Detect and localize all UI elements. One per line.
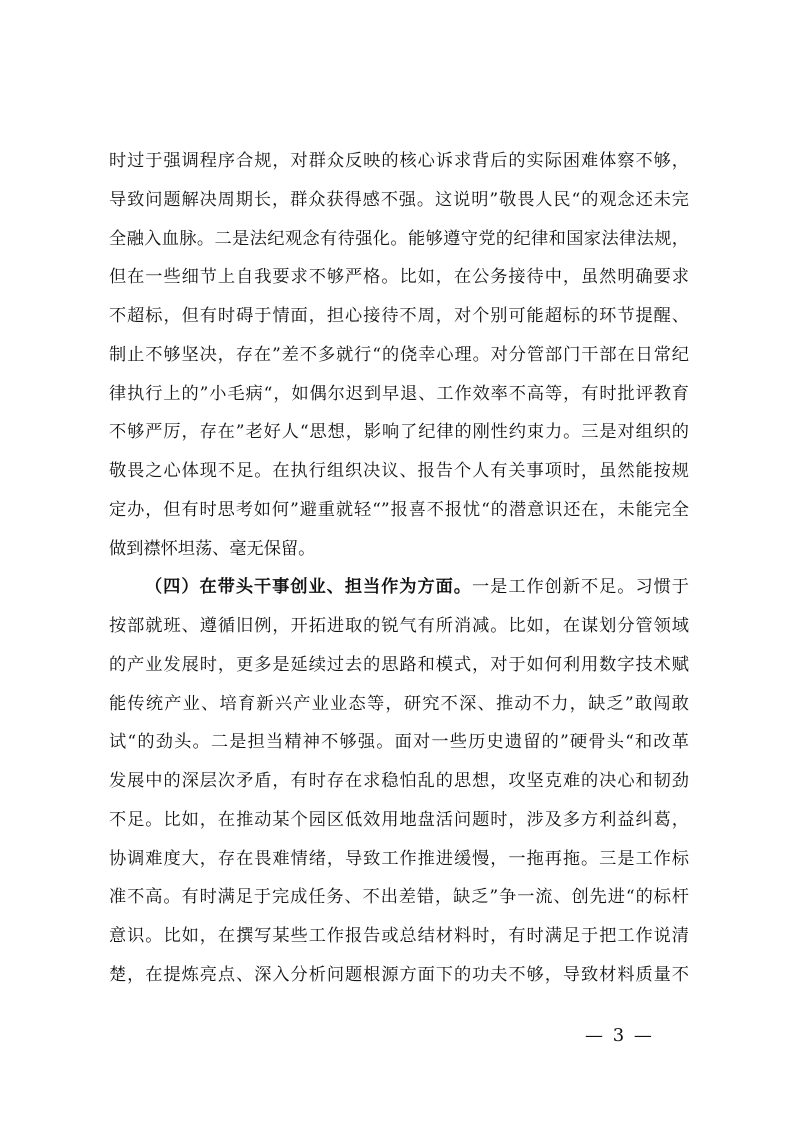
text-line: 定办，但有时思考如何”避重就轻“”报喜不报忧“的潜意识还在，未能完全 — [109, 499, 689, 520]
text-line: 的产业发展时，更多是延续过去的思路和模式，对于如何利用数字技术赋 — [109, 654, 689, 675]
text-line: 做到襟怀坦荡、毫无保留。 — [109, 538, 316, 559]
text-line: 不够严厉，存在”老好人“思想，影响了纪律的刚性约束力。三是对组织的 — [109, 422, 689, 443]
text-line: 时过于强调程序合规，对群众反映的核心诉求背后的实际困难体察不够， — [109, 151, 689, 171]
text-line: 制止不够坚决，存在”差不多就行“的侥幸心理。对分管部门干部在日常纪 — [109, 344, 689, 365]
text-line: 按部就班、遵循旧例，开拓进取的锐气有所消减。比如，在谋划分管领域 — [109, 616, 689, 636]
text-line: 但在一些细节上自我要求不够严格。比如，在公务接待中，虽然明确要求 — [109, 267, 689, 288]
section-heading-text: 一是工作创新不足。习惯于 — [471, 577, 689, 598]
body-text — [109, 142, 689, 995]
text-line: 准不高。有时满足于完成任务、不出差错，缺乏”争一流、创先进“的标杆 — [109, 887, 689, 908]
text-line: 楚，在提炼亮点、深入分析问题根源方面下的功夫不够，导致材料质量不 — [109, 964, 689, 985]
text-line: 不超标，但有时碍于情面，担心接待不周，对个别可能超标的环节提醒、 — [109, 306, 689, 326]
text-line: 导致问题解决周期长，群众获得感不强。这说明”敬畏人民“的观念还未完 — [109, 189, 689, 210]
text-line: 试“的劲头。二是担当精神不够强。面对一些历史遗留的”硬骨头“和改革 — [109, 732, 689, 753]
section-heading-line — [109, 568, 689, 607]
text-line: 律执行上的”小毛病“，如偶尔迟到早退、工作效率不高等，有时批评教育 — [109, 383, 689, 404]
text-line: 敬畏之心体现不足。在执行组织决议、报告个人有关事项时，虽然能按规 — [109, 461, 689, 481]
text-line: 意识。比如，在撰写某些工作报告或总结材料时，有时满足于把工作说清 — [109, 926, 689, 946]
text-line: 不足。比如，在推动某个园区低效用地盘活问题时，涉及多方利益纠葛， — [109, 809, 689, 830]
page-number: — 3 — — [585, 1025, 654, 1046]
text-line: 协调难度大，存在畏难情绪，导致工作推进缓慢，一拖再拖。三是工作标 — [109, 848, 689, 869]
text-line: 发展中的深层次矛盾，有时存在求稳怕乱的思想，攻坚克难的决心和韧劲 — [109, 771, 689, 791]
section-heading: （四）在带头干事创业、担当作为方面。 — [145, 577, 472, 598]
text-line: 能传统产业、培育新兴产业业态等，研究不深、推动不力，缺乏”敢闯敢 — [109, 693, 689, 714]
text-line: 全融入血脉。二是法纪观念有待强化。能够遵守党的纪律和国家法律法规， — [109, 228, 689, 249]
